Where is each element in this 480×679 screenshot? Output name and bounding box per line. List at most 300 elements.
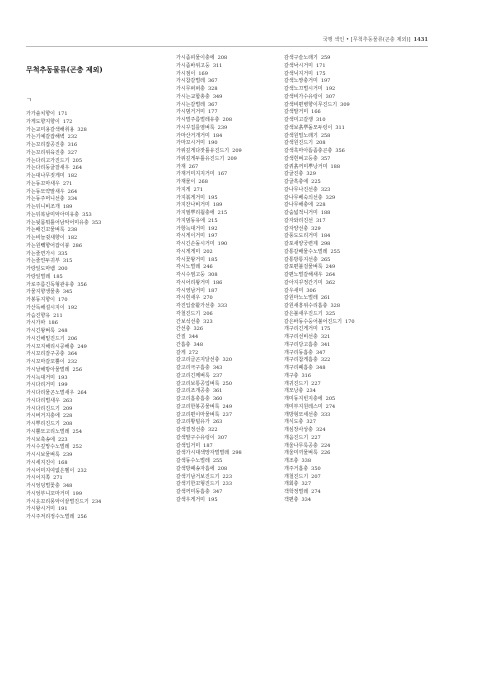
index-entry-term: 가시긴왕벼룩 xyxy=(26,328,55,334)
index-entry-page: 250 xyxy=(222,380,233,387)
index-entry xyxy=(26,243,164,251)
index-entry-page: 182 xyxy=(67,173,78,179)
index-entry-term: 가는꼬리잡공진충 xyxy=(26,142,65,148)
index-entry-term: 각시노벌레 xyxy=(176,264,201,271)
index-column-1 xyxy=(26,55,164,522)
index-entry-term: 가봉동지향이 xyxy=(26,297,55,303)
index-entry-term: 가시어지쪽 xyxy=(26,475,51,482)
index-entry xyxy=(26,289,164,297)
index-entry-page: 175 xyxy=(320,326,331,333)
index-entry xyxy=(26,390,164,398)
index-entry-page: 267 xyxy=(188,163,199,170)
index-entry-page: 171 xyxy=(315,62,326,69)
section-title: 무척추동물류(곤충 제외) xyxy=(26,65,103,74)
index-entry-page: 249 xyxy=(77,343,87,350)
index-entry-page: 367 xyxy=(207,101,218,108)
index-entry-page: 333 xyxy=(320,411,331,418)
index-entry xyxy=(26,134,164,142)
index-entry-page: 208 xyxy=(217,465,228,472)
index-entry-term: 갈은불새우진드기 xyxy=(284,310,323,317)
header-rule xyxy=(26,46,428,47)
index-entry xyxy=(176,210,280,218)
index-entry xyxy=(26,367,164,375)
index-entry-term: 갈고리보통공업벼룩 xyxy=(176,380,220,387)
index-entry xyxy=(176,295,280,303)
entry-list-3 xyxy=(284,55,424,505)
index-entry-page: 274 xyxy=(325,403,336,410)
index-entry-term: 각시게게미 xyxy=(176,248,201,255)
index-entry-page: 323 xyxy=(203,318,213,325)
index-entry xyxy=(26,150,164,158)
index-entry-page: 343 xyxy=(212,365,223,371)
index-entry xyxy=(284,427,424,435)
index-entry xyxy=(26,421,164,429)
index-entry-term: 가시시보물벼룩 xyxy=(26,452,60,458)
index-entry xyxy=(284,241,424,249)
index-entry-page: 199 xyxy=(72,490,83,497)
index-entry xyxy=(26,413,164,421)
index-entry-term: 가시날해방아물벌레 xyxy=(26,366,70,373)
index-entry xyxy=(176,357,280,365)
index-entry-term: 개구리당고흡충 xyxy=(284,341,318,348)
index-entry-page: 286 xyxy=(72,242,83,249)
index-entry-page: 357 xyxy=(320,155,331,162)
index-entry xyxy=(284,381,424,389)
index-entry-page: 361 xyxy=(212,388,223,395)
index-entry xyxy=(176,94,280,102)
index-entry xyxy=(26,382,164,390)
index-entry-term: 가는꼬리위육진충 xyxy=(26,149,65,156)
index-entry-page: 170 xyxy=(57,297,68,303)
index-entry xyxy=(284,264,424,272)
index-entry-term: 갈색가시대색망자벌벌레 xyxy=(176,450,230,457)
index-entry-term: 가항늑대거미 xyxy=(176,225,205,232)
index-entry xyxy=(26,173,164,181)
index-entry-term: 개구리동흡충 xyxy=(284,349,313,356)
index-entry xyxy=(26,305,164,313)
index-entry-term: 갈굴흑충에 xyxy=(284,179,309,185)
index-entry-page: 184 xyxy=(320,233,331,240)
index-entry-page: 208 xyxy=(62,421,73,427)
index-entry-term: 가시범거거미 xyxy=(176,109,205,116)
index-entry-page: 188 xyxy=(330,163,341,170)
index-entry-term: 갈고리한봉공물벼룩 xyxy=(176,403,220,410)
index-entry-term: 가시꼬지해리시공해충 xyxy=(26,343,75,350)
index-entry-page: 168 xyxy=(57,459,68,466)
index-entry-page: 232 xyxy=(77,467,87,474)
index-entry-term: 갈숨넓적니거미 xyxy=(284,210,318,216)
index-entry-page: 199 xyxy=(57,382,68,389)
index-entry-term: 각시수염고둥 xyxy=(176,272,205,278)
index-entry xyxy=(26,491,164,499)
index-entry xyxy=(284,109,424,117)
index-entry-term: 개옴진드기 xyxy=(284,434,309,441)
index-entry-page: 249 xyxy=(325,264,336,271)
index-entry-page: 268 xyxy=(198,179,208,185)
index-entry-term: 객편충 xyxy=(284,496,299,503)
index-entry-page: 329 xyxy=(311,225,321,232)
index-entry xyxy=(26,111,164,119)
index-entry xyxy=(284,55,424,63)
index-entry-term: 가는다리동굴잘새우 xyxy=(26,165,70,172)
index-entry-term: 가는줄면가시 xyxy=(26,250,55,257)
index-entry-page: 327 xyxy=(306,419,316,426)
index-entry-page: 228 xyxy=(315,202,326,209)
index-entry-term: 갈색방패송자흡에 xyxy=(176,465,215,472)
index-column-2 xyxy=(176,55,280,505)
index-entry-page: 252 xyxy=(72,444,83,451)
index-entry-page: 255 xyxy=(330,248,341,255)
index-entry-page: 232 xyxy=(67,359,78,365)
index-entry-term: 가시꼬마갈꼬뿔이 xyxy=(26,359,65,365)
index-entry-page: 188 xyxy=(320,210,331,216)
index-entry xyxy=(26,483,164,491)
index-letter-heading: ㄱ xyxy=(26,97,32,104)
index-entry-term: 개미부지원레스미 xyxy=(284,403,323,410)
index-entry-page: 265 xyxy=(320,256,331,263)
index-entry-page: 185 xyxy=(207,256,218,263)
index-entry-term: 가시뿌리진드기 xyxy=(26,421,60,427)
index-entry-page: 263 xyxy=(212,419,223,426)
index-entry-page: 234 xyxy=(91,498,102,505)
index-entry-term: 갈풍도도리거미 xyxy=(284,233,318,240)
index-entry-term: 가시보축송에 xyxy=(26,436,55,443)
index-entry-page: 272 xyxy=(188,349,199,356)
index-entry-term: 갈고리긴께벼룩 xyxy=(176,372,210,379)
index-entry-page: 338 xyxy=(301,458,312,464)
index-entry xyxy=(284,357,424,365)
index-entry xyxy=(176,148,280,156)
index-entry-term: 갈게 xyxy=(176,349,186,356)
index-entry-term: 가는기예갈잡해벽 xyxy=(26,134,65,141)
index-entry-page: 306 xyxy=(306,287,316,294)
index-entry-term: 가마꼬시거미 xyxy=(176,140,205,147)
index-entry xyxy=(26,258,164,266)
index-entry xyxy=(284,295,424,303)
index-entry-page: 192 xyxy=(67,304,78,311)
index-entry xyxy=(176,450,280,458)
index-entry xyxy=(284,497,424,505)
index-entry-term: 가시뿔모고리노벌레 xyxy=(26,428,70,435)
index-entry-term: 개구리선비선충 xyxy=(284,334,318,340)
index-entry-term: 갈편노벌갈해새우 xyxy=(284,272,323,278)
index-entry-term: 개구리폐흡충 xyxy=(284,365,313,371)
index-entry-term: 개미동지빈지충에 xyxy=(284,396,323,402)
index-entry-term: 갈은바동수둥어불어진드기 xyxy=(284,318,342,325)
index-entry-page: 195 xyxy=(207,194,218,201)
index-entry-page: 224 xyxy=(320,442,331,449)
index-entry-page: 209 xyxy=(227,155,237,162)
index-entry-page: 208 xyxy=(315,140,326,147)
index-entry xyxy=(284,148,424,156)
index-entry-term: 가지범동유에 xyxy=(176,217,205,224)
index-entry-page: 311 xyxy=(335,124,345,131)
index-entry-page: 264 xyxy=(77,390,87,396)
index-entry-page: 228 xyxy=(62,413,73,420)
index-entry-term: 가시점이 xyxy=(176,70,196,77)
index-entry-term: 갈색노짱충거미 xyxy=(284,78,318,85)
index-entry-page: 323 xyxy=(320,186,331,193)
index-entry-page: 206 xyxy=(203,310,213,317)
index-entry-term: 가재물이 xyxy=(176,179,196,185)
index-entry-term: 갈우새미 xyxy=(284,287,304,294)
index-entry-term: 개철진드기 xyxy=(284,473,309,480)
index-entry xyxy=(284,202,424,210)
index-entry-term: 개귀진드기 xyxy=(284,380,309,387)
index-entry-page: 322 xyxy=(207,427,218,433)
index-entry-page: 177 xyxy=(207,109,218,116)
index-entry xyxy=(176,396,280,404)
index-entry xyxy=(176,249,280,257)
index-entry xyxy=(176,388,280,396)
index-entry-term: 가시어미지여없은벨이 xyxy=(26,467,75,474)
index-entry-page: 206 xyxy=(67,335,78,342)
index-entry-page: 271 xyxy=(53,475,63,482)
index-entry-page: 237 xyxy=(222,411,233,418)
index-entry-term: 가시가파 xyxy=(26,320,46,327)
index-entry-term: 가는뒷몸뭐틀어남악어미유충 xyxy=(26,219,89,226)
index-entry-term: 각시꽃왕거미 xyxy=(176,256,205,263)
index-entry-page: 309 xyxy=(340,101,350,108)
index-entry-page: 175 xyxy=(315,70,326,77)
index-entry-page: 347 xyxy=(212,489,223,495)
index-entry xyxy=(284,78,424,86)
index-entry-page: 170 xyxy=(344,318,355,325)
index-entry-page: 264 xyxy=(72,165,83,172)
index-entry-page: 333 xyxy=(217,303,228,309)
index-entry-term: 갈고리황털유가 xyxy=(176,419,210,426)
index-entry-term: 갈자양선충 xyxy=(284,225,309,232)
index-entry-page: 348 xyxy=(62,483,73,489)
index-entry-page: 190 xyxy=(207,140,218,147)
index-entry-page: 311 xyxy=(212,62,223,69)
index-entry-page: 315 xyxy=(62,258,73,265)
index-entry-term: 갈고리극구흡충 xyxy=(176,365,210,371)
index-entry-term: 가는동모약말새우 xyxy=(26,188,65,195)
index-entry-term: 갈색원진드기 xyxy=(284,140,313,147)
index-entry-page: 187 xyxy=(207,287,218,294)
index-entry xyxy=(26,235,164,243)
index-entry-page: 232 xyxy=(67,134,78,141)
index-entry-page: 197 xyxy=(320,78,331,85)
index-entry-term: 각시어리왕거미 xyxy=(176,279,210,286)
index-entry-page: 233 xyxy=(222,481,233,488)
index-entry-term: 가는교미용갈색해취용 xyxy=(26,126,75,133)
index-entry-page: 182 xyxy=(67,235,78,241)
index-entry-page: 356 xyxy=(335,148,345,154)
index-entry-page: 248 xyxy=(57,328,68,334)
index-entry-page: 193 xyxy=(57,374,68,381)
index-entry-page: 264 xyxy=(325,272,336,278)
index-entry-page: 234 xyxy=(306,388,316,395)
index-entry xyxy=(284,210,424,218)
index-entry-term: 갈색노끄벌시거미 xyxy=(284,86,323,92)
index-entry-term: 가로주름긴독형관유충 xyxy=(26,281,75,288)
index-entry-page: 205 xyxy=(325,396,336,402)
index-entry-page: 190 xyxy=(217,241,228,247)
index-entry-page: 316 xyxy=(301,372,312,379)
index-entry xyxy=(284,396,424,404)
index-entry-term: 갈색보흙뿌돌모두렁이 xyxy=(284,124,333,131)
index-entry-term: 가는줄얀두귀부 xyxy=(26,258,60,265)
index-entry xyxy=(284,404,424,412)
index-entry xyxy=(176,458,280,466)
index-entry-term: 가재거미지지거미 xyxy=(176,171,215,178)
index-entry xyxy=(284,156,424,164)
index-entry-term: 갈색우게거미 xyxy=(176,496,205,503)
entry-list-2 xyxy=(176,55,280,505)
index-entry xyxy=(284,466,424,474)
index-entry-page: 334 xyxy=(67,196,78,203)
index-entry-page: 271 xyxy=(193,186,204,193)
index-entry-term: 가지필뿌리웜충에 xyxy=(176,210,215,216)
index-entry-page: 307 xyxy=(217,434,228,441)
index-entry-term: 가는다리고가진드기 xyxy=(26,157,70,164)
index-entry-term: 개모낭충 xyxy=(284,388,304,395)
index-entry xyxy=(26,119,164,127)
index-entry xyxy=(26,336,164,344)
index-entry-page: 208 xyxy=(217,55,228,61)
index-entry xyxy=(284,435,424,443)
index-entry-page: 184 xyxy=(212,132,223,139)
index-entry xyxy=(176,233,280,241)
index-entry-page: 316 xyxy=(67,142,78,148)
index-entry-term: 갈자와리진선 xyxy=(284,217,313,224)
index-entry xyxy=(176,55,280,63)
index-entry xyxy=(26,181,164,189)
index-entry-page: 334 xyxy=(301,496,312,503)
index-entry-page: 255 xyxy=(212,458,223,464)
index-entry xyxy=(284,365,424,373)
index-entry-page: 259 xyxy=(320,55,331,61)
index-entry-term: 가게도향지향이 xyxy=(26,118,60,125)
index-entry-term: 개울나무룩공충 xyxy=(284,442,318,449)
index-entry-term: 갈색흰벼고등충 xyxy=(284,155,318,162)
index-entry xyxy=(26,142,164,150)
index-entry xyxy=(176,202,280,210)
index-entry-term: 갈고리조개공충 xyxy=(176,388,210,395)
index-entry xyxy=(176,404,280,412)
index-entry-term: 가는뒤니비조개 xyxy=(26,204,60,210)
index-entry-term: 갈색말거미 xyxy=(284,109,309,116)
index-entry xyxy=(284,117,424,125)
index-entry-page: 238 xyxy=(67,227,78,234)
index-entry xyxy=(284,94,424,102)
index-entry-page: 167 xyxy=(217,171,228,178)
index-entry xyxy=(26,320,164,328)
index-entry-term: 개울미끼물벼룩 xyxy=(284,450,318,457)
index-entry xyxy=(284,342,424,350)
index-entry xyxy=(284,458,424,466)
index-entry-page: 187 xyxy=(203,442,213,449)
index-entry-term: 갈고리편이마물벼룩 xyxy=(176,411,220,418)
index-entry-page: 223 xyxy=(222,473,233,480)
index-entry-term: 가지볶게거미 xyxy=(176,194,205,201)
index-entry-term: 가는대나무짓게미 xyxy=(26,173,65,179)
index-entry-page: 341 xyxy=(320,341,331,348)
index-entry-page: 209 xyxy=(232,148,242,154)
index-entry-term: 각시게이거미 xyxy=(176,233,205,240)
index-entry-page: 239 xyxy=(217,124,228,131)
index-entry xyxy=(26,212,164,220)
index-entry-term: 가는동꼬마새우 xyxy=(26,180,60,187)
index-entry xyxy=(176,489,280,497)
index-entry-term: 갈원새흥위수리흡충 xyxy=(284,303,328,309)
index-entry-page: 207 xyxy=(311,473,321,480)
index-entry xyxy=(176,117,280,125)
index-entry xyxy=(284,450,424,458)
index-entry-term: 갈아지꾸정간기미 xyxy=(284,279,323,286)
index-entry-term: 개회충 xyxy=(284,481,299,488)
index-entry-term: 가위깊게두틀유진드기 xyxy=(176,155,225,162)
index-entry-term: 갈통방통지선충 xyxy=(284,256,318,263)
index-entry-term: 간질 xyxy=(176,334,186,340)
index-entry xyxy=(26,313,164,321)
index-entry-term: 개구리긴게거미 xyxy=(284,326,318,333)
index-entry-term: 가는배긴꼬물벼룩 xyxy=(26,227,65,234)
index-entry-term: 가시세지진이 xyxy=(26,459,55,466)
index-entry xyxy=(176,311,280,319)
index-entry-term: 가는비늘쥣새향이 xyxy=(26,235,65,241)
index-entry-term: 개구리참게흡충 xyxy=(284,357,318,364)
index-entry-page: 360 xyxy=(212,396,223,402)
index-entry-page: 225 xyxy=(311,179,321,185)
index-entry-page: 329 xyxy=(306,171,316,178)
index-entry-term: 가는원쀄향어잡이붕 xyxy=(26,242,70,249)
index-entry-term: 개조충 xyxy=(284,458,299,464)
index-entry-page: 310 xyxy=(315,117,326,123)
index-entry-page: 356 xyxy=(77,281,87,288)
index-entry xyxy=(26,452,164,460)
entry-list-1 xyxy=(26,111,164,522)
index-entry-page: 298 xyxy=(232,450,242,457)
index-entry-term: 갈나무나진선충 xyxy=(284,186,318,193)
index-entry-term: 가슴진향유 xyxy=(26,312,51,319)
index-entry-page: 239 xyxy=(62,452,73,458)
index-entry xyxy=(176,419,280,427)
index-entry-term: 가시꾸집를염벼룩 xyxy=(176,124,215,131)
index-entry xyxy=(284,171,424,179)
index-entry-term: 갈색비편병향이무진드기 xyxy=(284,101,338,108)
index-entry-page: 367 xyxy=(207,78,218,85)
index-entry xyxy=(176,373,280,381)
index-entry-term: 갈색원밀노래기 xyxy=(284,132,318,139)
index-entry-term: 간보석선충 xyxy=(176,318,201,325)
index-entry-page: 324 xyxy=(315,427,326,433)
running-header xyxy=(323,36,428,43)
index-entry-term: 각진입술활가선충 xyxy=(176,303,215,309)
index-entry xyxy=(284,272,424,280)
index-entry xyxy=(176,218,280,226)
index-entry xyxy=(176,497,280,505)
index-entry xyxy=(26,328,164,336)
index-entry xyxy=(176,125,280,133)
index-entry-term: 갈원마노노벌레 xyxy=(284,295,318,302)
index-entry xyxy=(176,280,280,288)
index-entry-term: 가시다리거미 xyxy=(26,382,55,389)
index-entry-term: 갈포편불걸물벼룩 xyxy=(284,264,323,271)
index-entry-term: 간선충 xyxy=(176,326,191,333)
index-entry-term: 가시는교합총충 xyxy=(176,93,210,100)
index-entry-term: 각시긴손돌시거미 xyxy=(176,241,215,247)
index-entry-page: 328 xyxy=(330,303,341,309)
index-entry-page: 186 xyxy=(48,320,58,327)
index-entry-page: 335 xyxy=(57,250,68,257)
index-entry-page: 172 xyxy=(62,118,73,125)
index-entry-term: 가시다리물곤노벌새우 xyxy=(26,390,75,396)
index-entry-page: 261 xyxy=(320,295,331,302)
index-entry-page: 215 xyxy=(207,217,218,224)
